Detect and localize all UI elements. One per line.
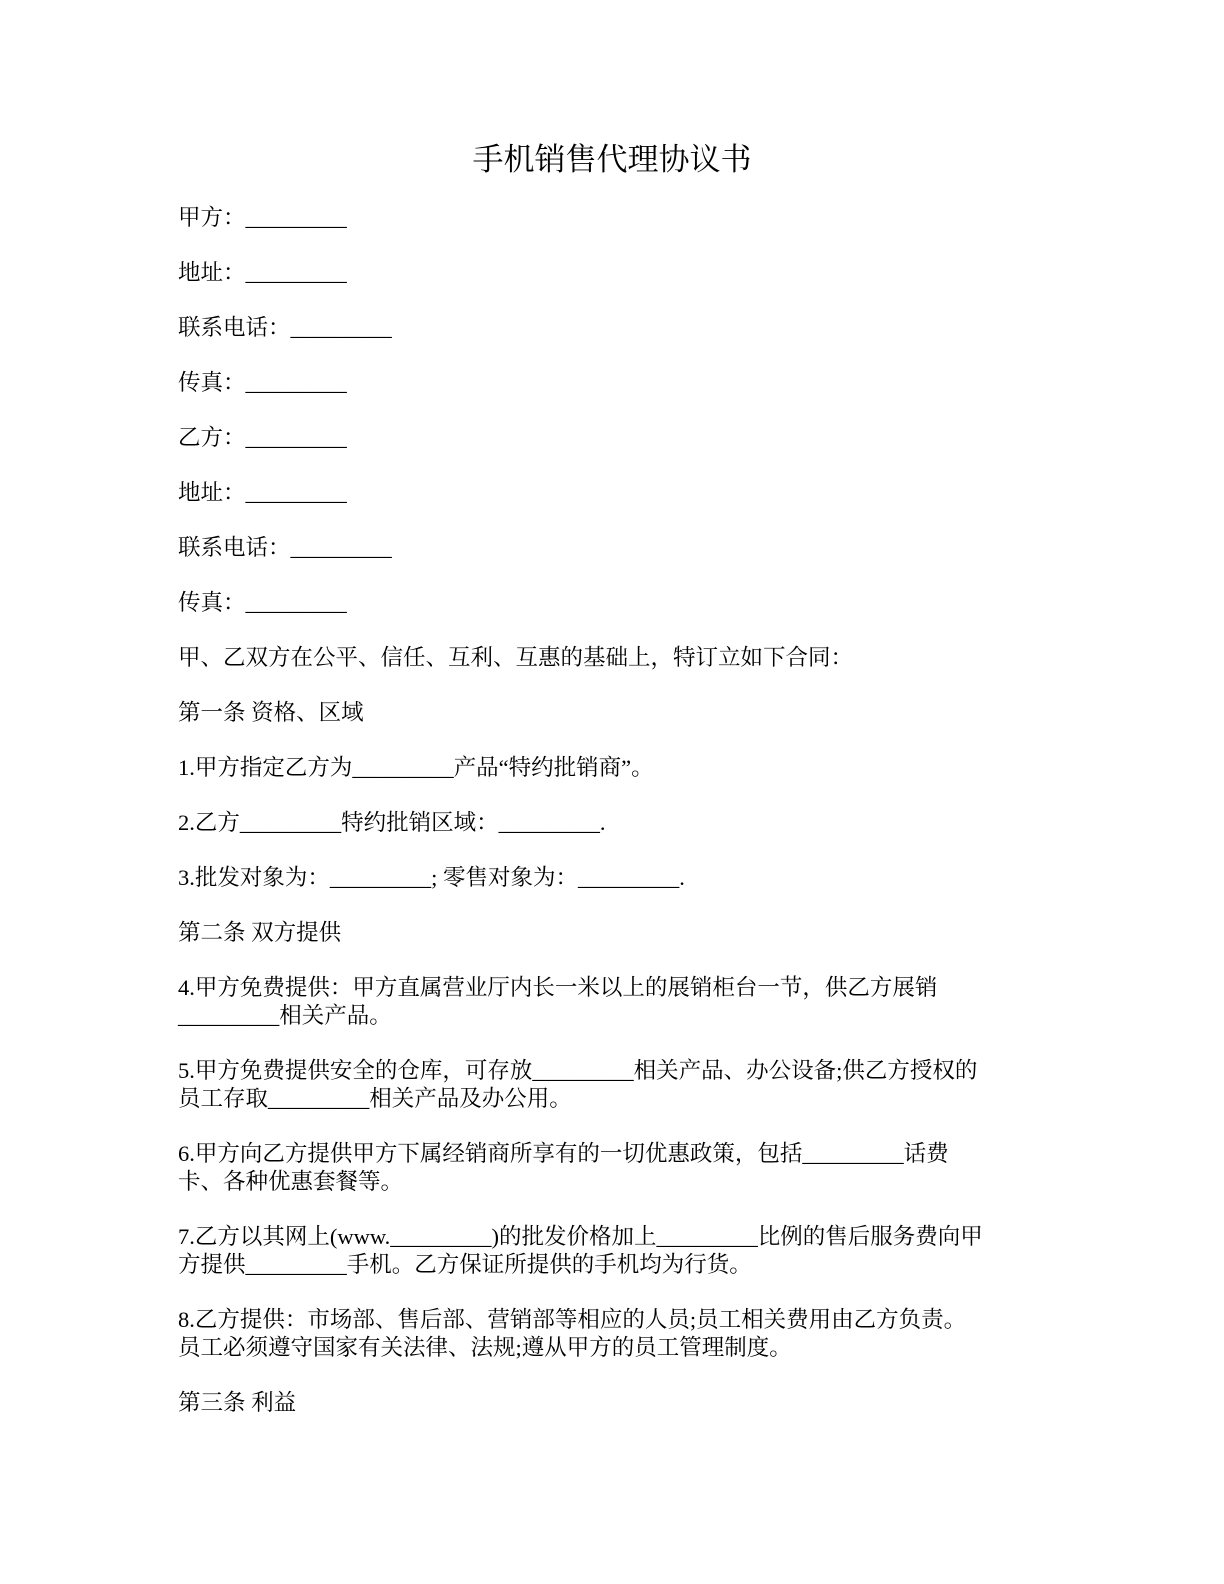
party-b-phone-field: 联系电话：_________ (178, 535, 392, 560)
clause-3: 3.批发对象为：_________; 零售对象为：_________. (178, 865, 685, 890)
document-body (178, 204, 1044, 1444)
party-b-name-field: 乙方：_________ (178, 425, 347, 450)
clause-6: 6.甲方向乙方提供甲方下属经销商所享有的一切优惠政策，包括_________话费 卡、各种优惠套餐等。 (178, 1141, 949, 1194)
party-a-name-field: 甲方：_________ (178, 205, 347, 230)
clause-7: 7.乙方以其网上(www._________)的批发价格加上_________比例的售后服务费向甲 方提供_________手机。乙方保证所提供的手机均为行货。 (178, 1224, 983, 1277)
clause-2: 2.乙方_________特约批销区域：_________. (178, 810, 606, 835)
preamble-paragraph: 甲、乙双方在公平、信任、互利、互惠的基础上，特订立如下合同： (178, 645, 854, 670)
clause-4: 4.甲方免费提供：甲方直属营业厅内长一米以上的展销柜台一节，供乙方展销 _________相关产品。 (178, 975, 938, 1028)
clause-5: 5.甲方免费提供安全的仓库，可存放_________相关产品、办公设备;供乙方授权的 员工存取_________相关产品及办公用。 (178, 1058, 978, 1111)
party-a-address-field: 地址：_________ (178, 260, 347, 285)
clause-1: 1.甲方指定乙方为_________产品“特约批销商”。 (178, 755, 654, 780)
party-b-fax-field: 传真：_________ (178, 590, 347, 615)
party-b-address-field: 地址：_________ (178, 480, 347, 505)
clause-8: 8.乙方提供：市场部、售后部、营销部等相应的人员;员工相关费用由乙方负责。 员工必须遵守国家有关法律、法规;遵从甲方的员工管理制度。 (178, 1307, 967, 1360)
party-a-fax-field: 传真：_________ (178, 370, 347, 395)
article-3-heading: 第三条 利益 (178, 1390, 297, 1415)
article-1-heading: 第一条 资格、区域 (178, 700, 364, 725)
party-a-phone-field: 联系电话：_________ (178, 315, 392, 340)
article-2-heading: 第二条 双方提供 (178, 920, 342, 945)
document-title: 手机销售代理协议书 (472, 142, 752, 177)
